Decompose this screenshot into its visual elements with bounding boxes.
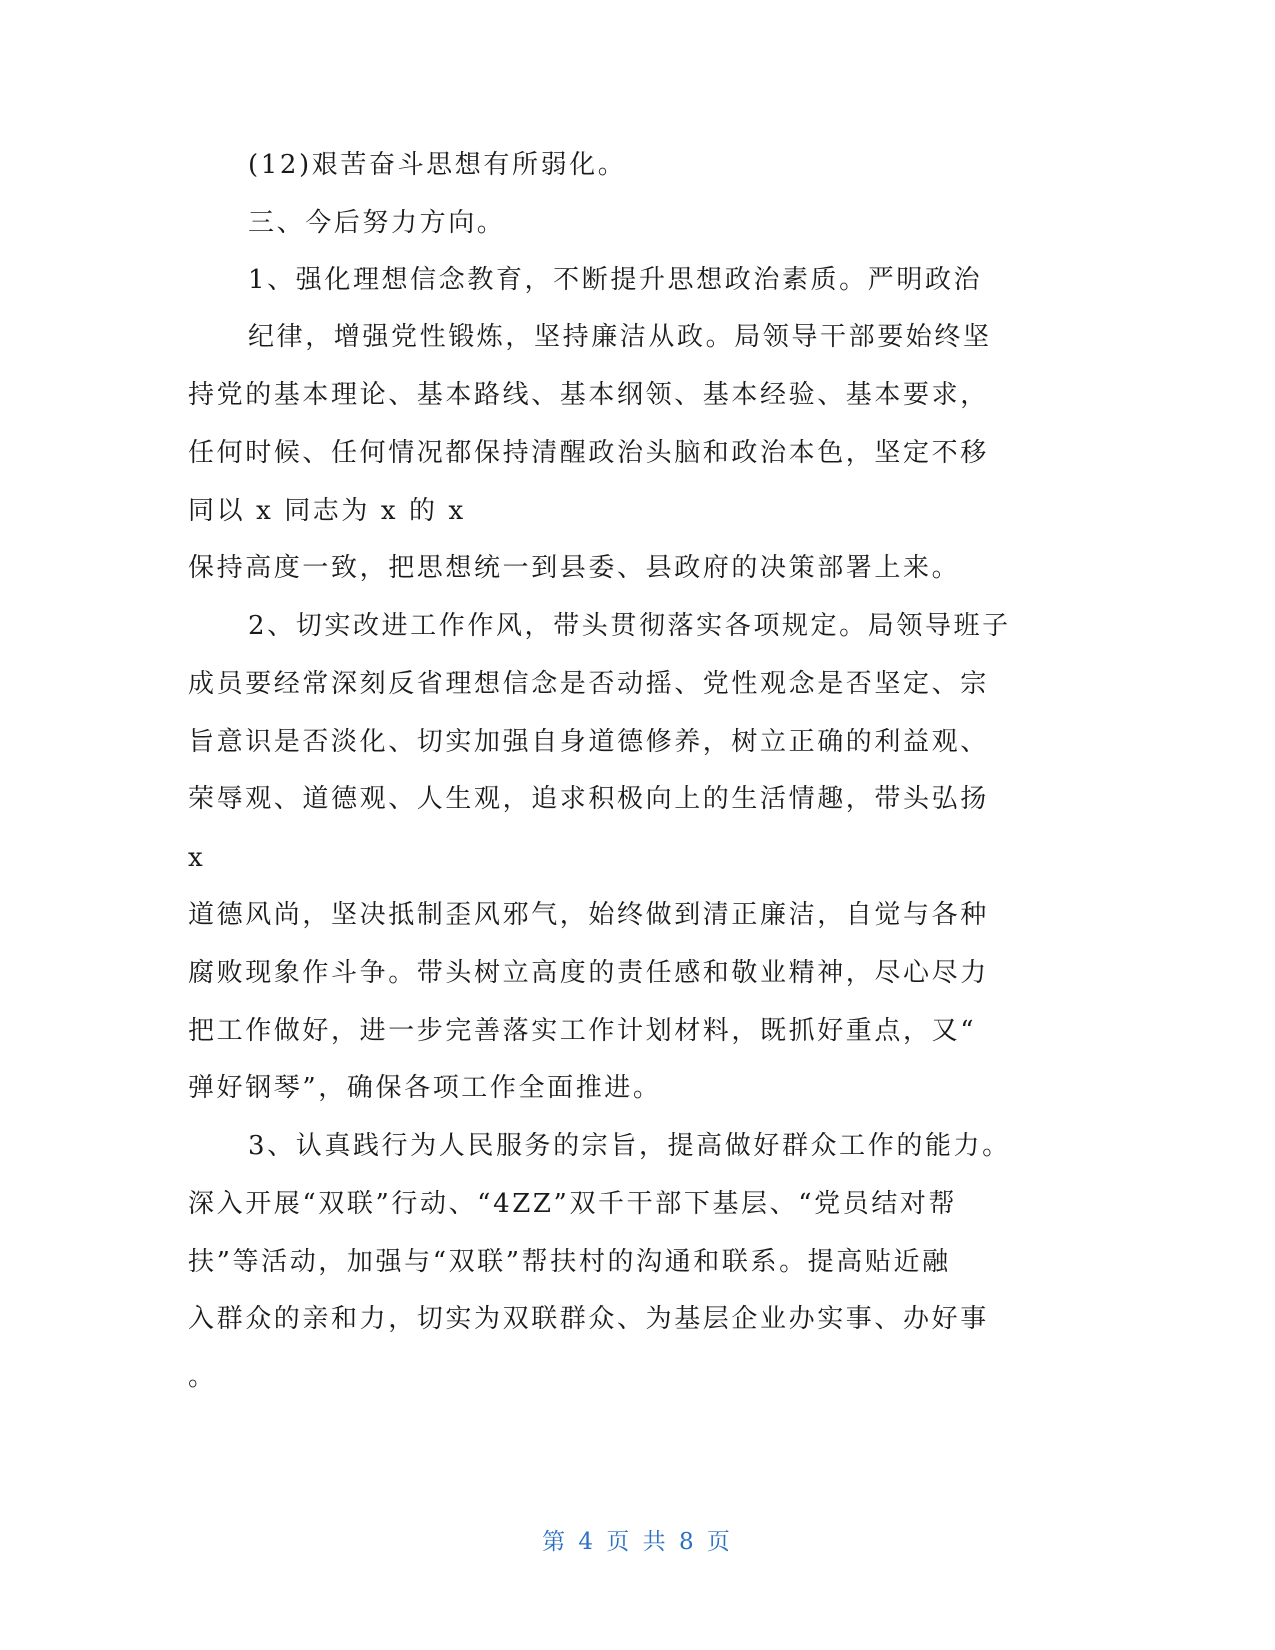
text-line: 道德风尚，坚决抵制歪风邪气，始终做到清正廉洁，自觉与各种 — [188, 900, 989, 930]
text-line: 。 — [188, 1362, 217, 1392]
text-line: 3、认真践行为人民服务的宗旨，提高做好群众工作的能力。 — [248, 1131, 1011, 1161]
text-line: 同以 x 同志为 x 的 x — [188, 496, 466, 526]
text-line: 荣辱观、道德观、人生观，追求积极向上的生活情趣，带头弘扬 — [188, 784, 989, 814]
text-line: x — [188, 843, 206, 873]
text-line: 2、切实改进工作作风，带头贯彻落实各项规定。局领导班子 — [248, 611, 1011, 641]
text-line: 把工作做好，进一步完善落实工作计划材料，既抓好重点，又“ — [188, 1016, 977, 1046]
text-line: 扶”等活动，加强与“双联”帮扶村的沟通和联系。提高贴近融 — [188, 1247, 951, 1277]
text-line: 旨意识是否淡化、切实加强自身道德修养，树立正确的利益观、 — [188, 727, 989, 757]
text-line: 纪律，增强党性锻炼，坚持廉洁从政。局领导干部要始终坚 — [248, 322, 992, 352]
text-line: 任何时候、任何情况都保持清醒政治头脑和政治本色，坚定不移 — [188, 438, 989, 468]
text-line: 1、强化理想信念教育，不断提升思想政治素质。严明政治 — [248, 265, 983, 295]
text-line: 弹好钢琴”，确保各项工作全面推进。 — [188, 1073, 662, 1103]
section-heading: 三、今后努力方向。 — [248, 208, 506, 238]
text-line: 成员要经常深刻反省理想信念是否动摇、党性观念是否坚定、宗 — [188, 669, 989, 699]
text-line: 深入开展“双联”行动、“4ZZ”双千干部下基层、“党员结对帮 — [188, 1189, 958, 1219]
text-line: 腐败现象作斗争。带头树立高度的责任感和敬业精神，尽心尽力 — [188, 958, 989, 988]
text-line: 持党的基本理论、基本路线、基本纲领、基本经验、基本要求， — [188, 380, 989, 410]
text-line: 保持高度一致，把思想统一到县委、县政府的决策部署上来。 — [188, 553, 961, 583]
text-line: (12)艰苦奋斗思想有所弱化。 — [248, 150, 627, 180]
page-number: 第 4 页 共 8 页 — [542, 1529, 733, 1555]
text-line: 入群众的亲和力，切实为双联群众、为基层企业办实事、办好事 — [188, 1304, 989, 1334]
